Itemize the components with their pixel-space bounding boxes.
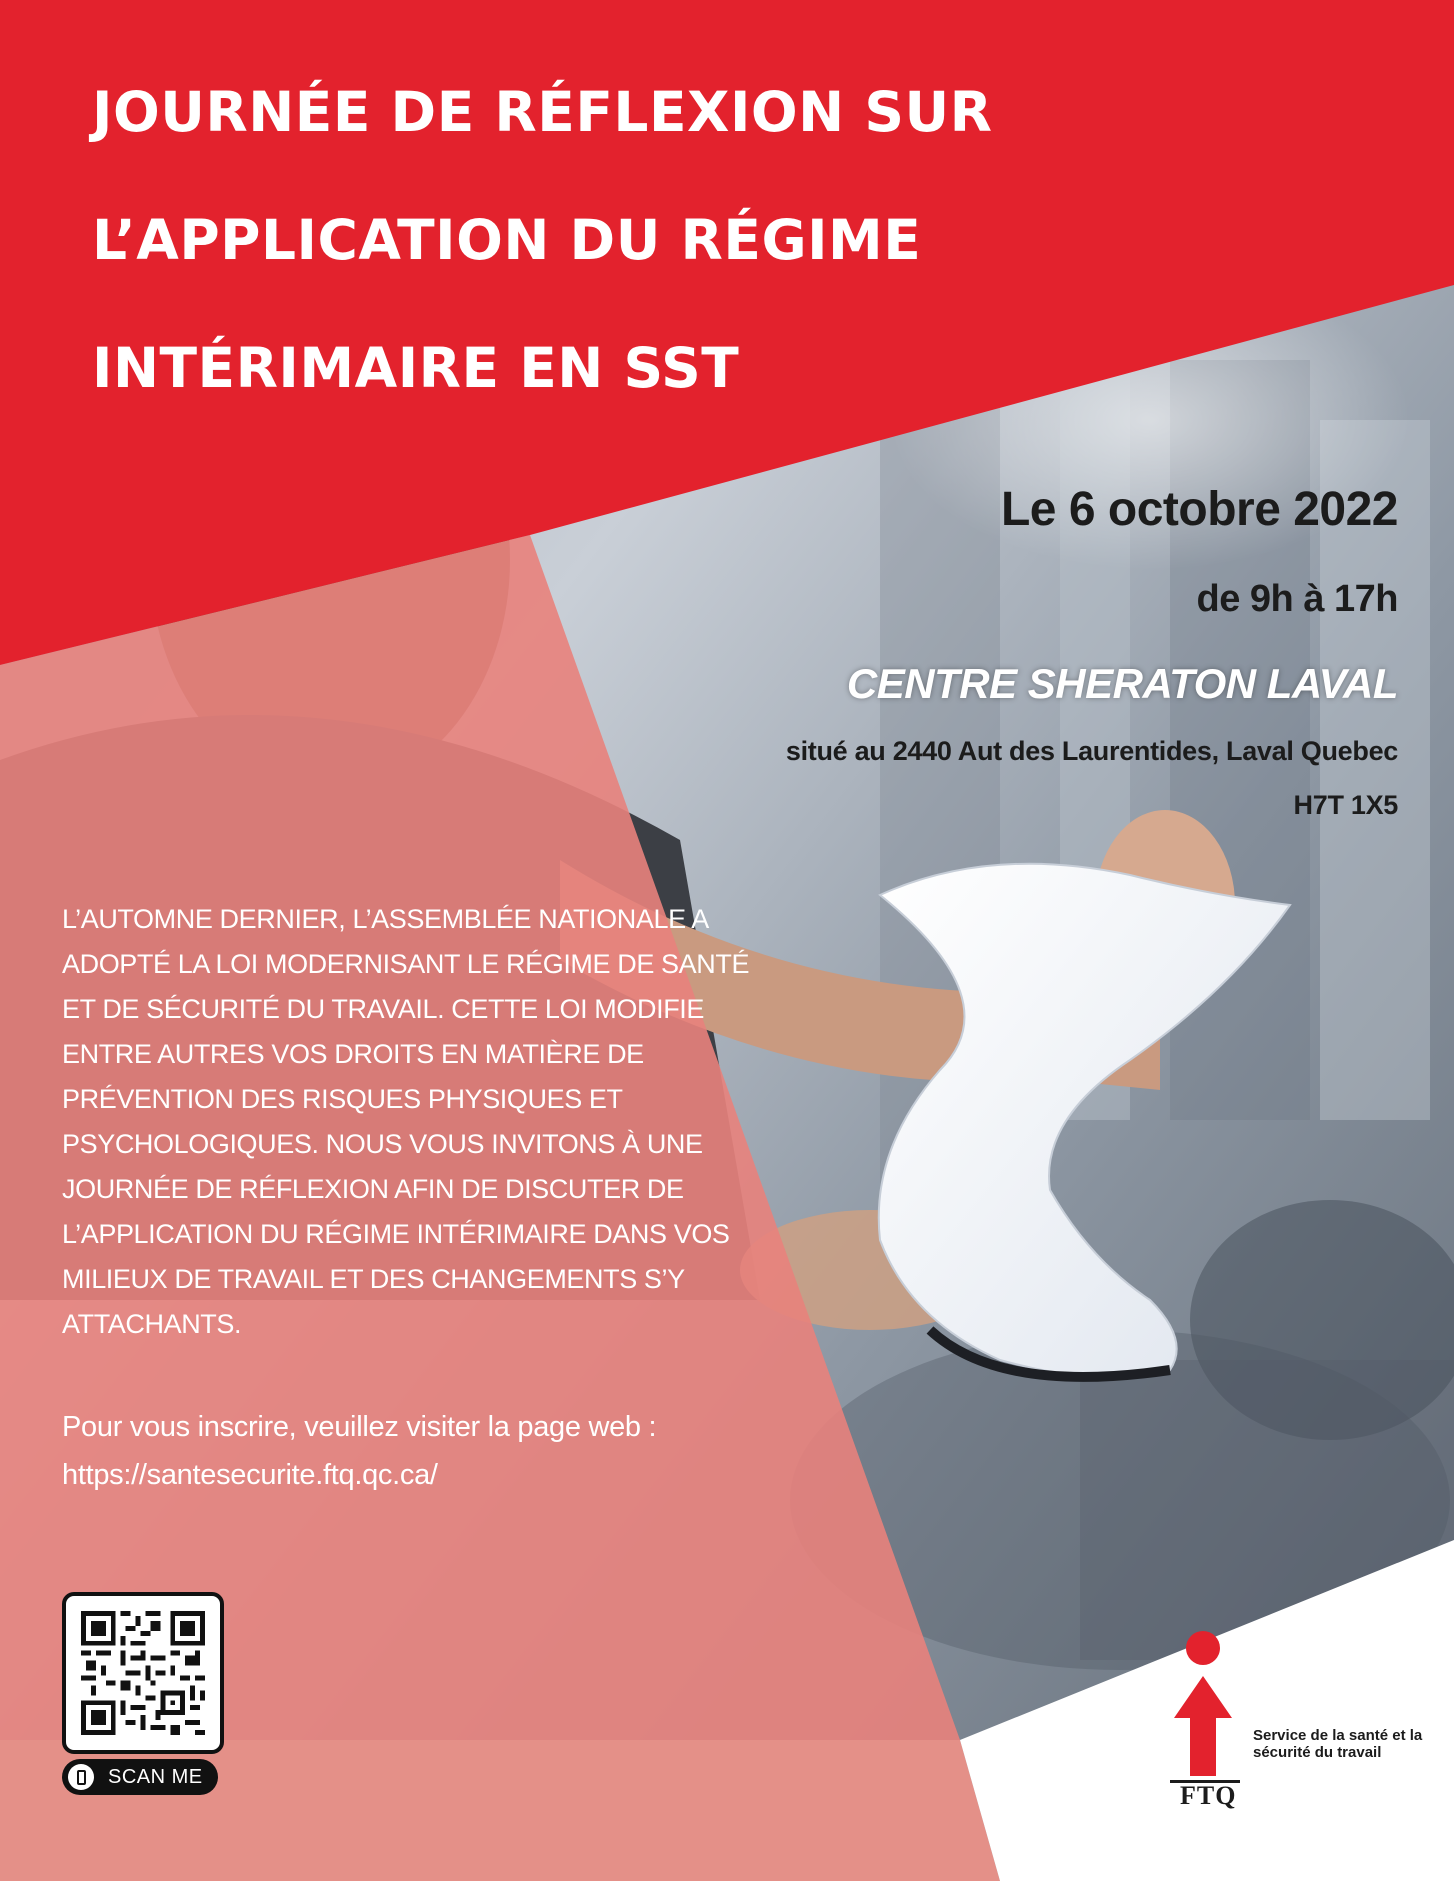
qr-code-icon xyxy=(81,1611,205,1735)
event-description: L’AUTOMNE DERNIER, L’ASSEMBLÉE NATIONALE A ADOPTÉ LA LOI MODERNISANT LE RÉGIME DE SANTÉ ET DE SÉCURITÉ DU TRAVAIL. CETTE LOI MODIFIE ENTRE AUTRES VOS DROITS EN MATIÈRE DE PRÉVENTION DES RISQUES PHYSIQUES ET PSYCHOLOGIQUES. NOUS VOUS INVITONS À UNE JOURNÉE DE RÉFLEXION AFIN DE DISCUTER DE L’APPLICATION DU RÉGIME INTÉRIMAIRE DANS VOS MILIEUX DE TRAVAIL ET DES CHANGEMENTS S’Y ATTACHANTS. xyxy=(62,904,750,1339)
scan-me-label: SCAN ME xyxy=(108,1765,203,1788)
logo-org-name: Service de la santé et la sécurité du travail xyxy=(1253,1727,1423,1761)
scan-me-badge[interactable] xyxy=(62,1759,218,1795)
event-hours: de 9h à 17h xyxy=(1196,578,1398,620)
event-postal-code: H7T 1X5 xyxy=(1293,790,1398,820)
registration-info: Pour vous inscrire, veuillez visiter la page web : https://santesecurite.ftq.qc.ca/ xyxy=(62,1411,657,1491)
title-line-1: JOURNÉE DE RÉFLEXION SUR xyxy=(92,80,993,144)
phone-icon xyxy=(68,1764,94,1790)
title-line-2: L’APPLICATION DU RÉGIME xyxy=(92,208,922,272)
qr-code[interactable] xyxy=(62,1592,224,1754)
event-date: Le 6 octobre 2022 xyxy=(1000,483,1398,536)
title-line-3: INTÉRIMAIRE EN SST xyxy=(92,336,740,400)
logo-acronym: FTQ xyxy=(1180,1781,1237,1810)
event-address: situé au 2440 Aut des Laurentides, Laval Quebec xyxy=(785,736,1398,766)
event-venue: CENTRE SHERATON LAVAL xyxy=(846,660,1398,707)
